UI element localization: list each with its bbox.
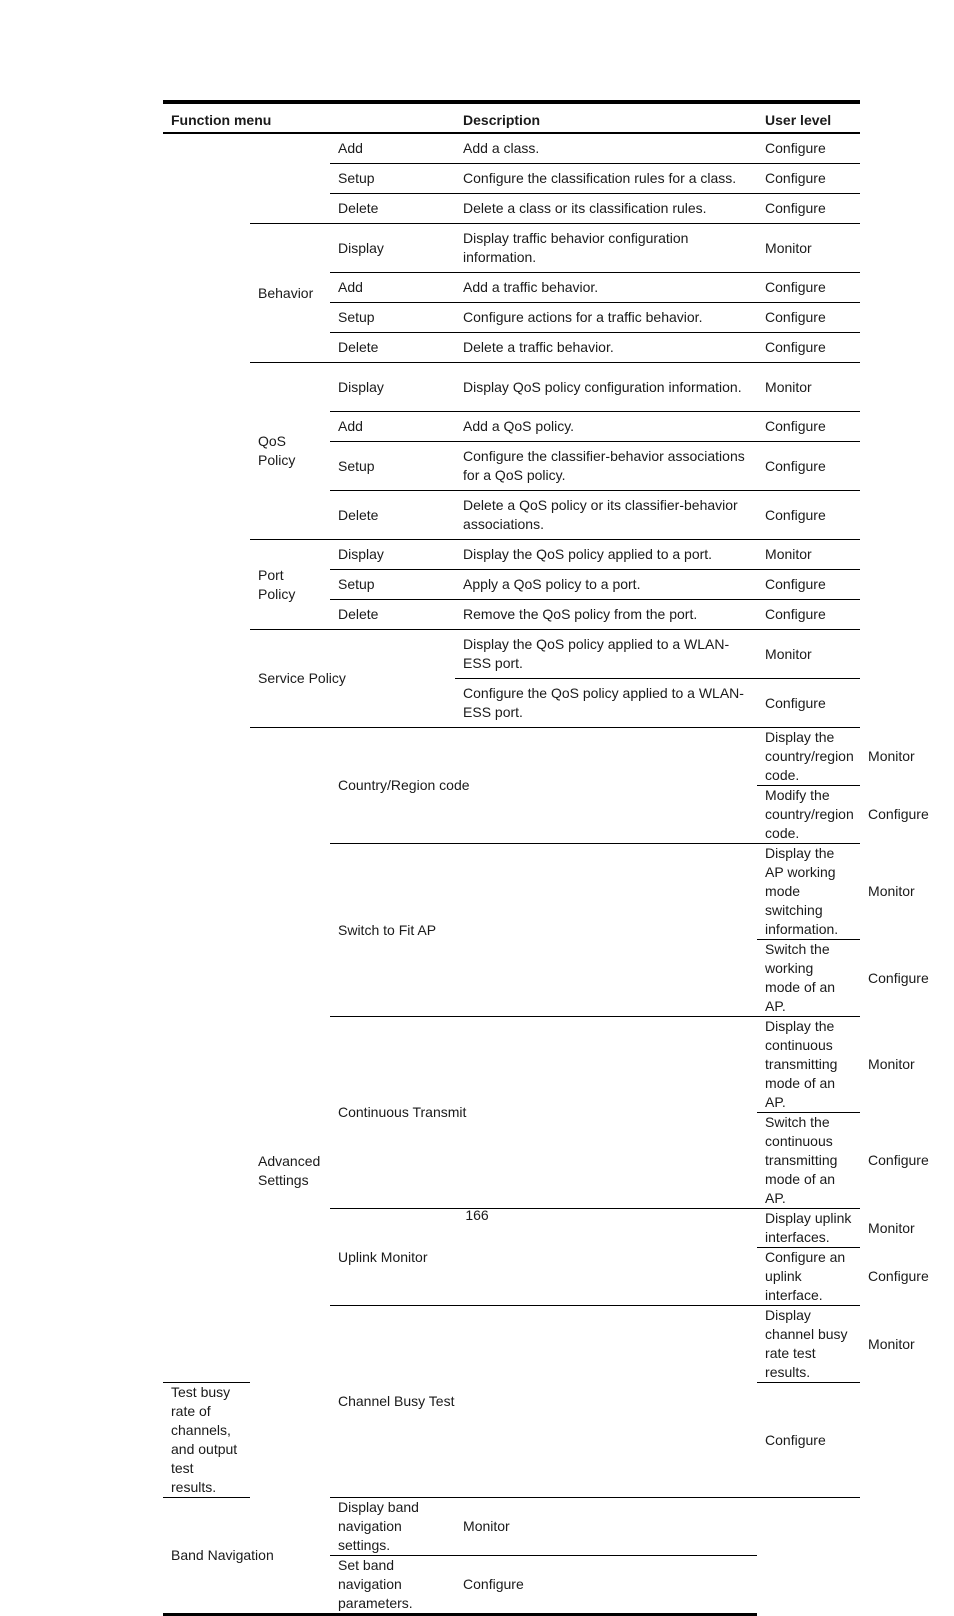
header-user-level: User level [757, 102, 860, 133]
table-row [163, 540, 860, 570]
sub-item: Delete [330, 600, 455, 630]
description-cell: Configure actions for a traffic behavior. [455, 303, 757, 333]
header-function-menu: Function menu [163, 102, 455, 133]
country-region-label: Country/Region code [330, 728, 757, 844]
user-level-cell: Configure [757, 303, 860, 333]
description-cell: Test busy rate of channels, and output test results. [163, 1383, 250, 1498]
description-cell: Add a class. [455, 133, 757, 164]
band-navigation-label: Band Navigation [163, 1498, 330, 1615]
user-level-cell: Monitor [757, 540, 860, 570]
sub-item: Display [330, 363, 455, 412]
description-cell: Modify the country/region code. [757, 786, 860, 844]
sub-item: Delete [330, 491, 455, 540]
table-row [163, 630, 860, 679]
page-number: 166 [465, 1207, 489, 1223]
table-row: Continuous Transmit Display the continuous transmitting mode of an AP. Monitor [163, 1017, 860, 1113]
group-cell-qos [163, 133, 250, 1383]
description-cell: Configure the classifier-behavior associations for a QoS policy. [455, 442, 757, 491]
port-policy-label [250, 540, 330, 630]
user-level-cell: Configure [757, 273, 860, 303]
port-policy-label-line1: Port [258, 566, 284, 583]
table-row: Switch the continuous transmitting mode of an AP. Configure [163, 1113, 860, 1209]
user-level-cell: Configure [757, 133, 860, 164]
user-level-cell: Monitor [757, 630, 860, 679]
sub-item: Setup [330, 570, 455, 600]
description-cell: Switch the working mode of an AP. [757, 940, 860, 1017]
description-cell: Delete a QoS policy or its classifier-behavior associations. [455, 491, 757, 540]
description-cell: Remove the QoS policy from the port. [455, 600, 757, 630]
description-cell: Switch the continuous transmitting mode of an AP. [757, 1113, 860, 1209]
description-cell: Add a traffic behavior. [455, 273, 757, 303]
description-cell: Display band navigation settings. [330, 1498, 455, 1556]
user-level-cell: Configure [757, 1383, 860, 1498]
sub-item: Add [330, 133, 455, 164]
table-row: Uplink Monitor Display uplink interfaces. Monitor [163, 1209, 860, 1248]
user-level-cell: Configure [757, 164, 860, 194]
user-level-cell: Configure [757, 412, 860, 442]
advanced-settings-label-line1: Advanced [258, 1152, 321, 1169]
sub-item: Setup [330, 164, 455, 194]
sub-item: Add [330, 273, 455, 303]
user-level-cell: Configure [757, 679, 860, 728]
user-level-cell: Configure [757, 570, 860, 600]
user-level-cell: Configure [757, 194, 860, 224]
sub-item: Setup [330, 442, 455, 491]
description-cell: Add a QoS policy. [455, 412, 757, 442]
description-cell: Display the country/region code. [757, 728, 860, 786]
qos-policy-label [250, 363, 330, 540]
function-menu-table [163, 100, 929, 1616]
user-level-cell: Monitor [757, 224, 860, 273]
behavior-label: Behavior [250, 224, 330, 363]
user-level-cell: Configure [757, 333, 860, 363]
description-cell: Display the QoS policy applied to a port. [455, 540, 757, 570]
description-cell: Apply a QoS policy to a port. [455, 570, 757, 600]
service-policy-label: Service Policy [250, 630, 455, 728]
sub-item: Setup [330, 303, 455, 333]
sub-item: Display [330, 540, 455, 570]
description-cell: Display channel busy rate test results. [757, 1306, 860, 1383]
sub-item: Delete [330, 333, 455, 363]
advanced-settings-label [250, 728, 330, 1615]
description-cell: Set band navigation parameters. [330, 1556, 455, 1615]
user-level-cell: Configure [455, 1556, 757, 1615]
port-policy-label-line2: Policy [258, 585, 296, 602]
table-row: Modify the country/region code. Configure [163, 786, 860, 844]
description-cell: Display the QoS policy applied to a WLAN-ESS port. [455, 630, 757, 679]
description-cell: Configure the QoS policy applied to a WLAN-ESS port. [455, 679, 757, 728]
user-level-cell: Configure [757, 491, 860, 540]
header-description: Description [455, 102, 757, 133]
class-group-cell [250, 133, 330, 224]
switch-fit-ap-label: Switch to Fit AP [330, 844, 757, 1017]
sub-item: Add [330, 412, 455, 442]
qos-policy-label-line2: Policy [258, 452, 296, 468]
table-row [163, 133, 860, 164]
description-cell: Delete a class or its classification rules. [455, 194, 757, 224]
sub-item: Delete [330, 194, 455, 224]
table-row [163, 224, 860, 273]
table-row: Configure an uplink interface. Configure [163, 1248, 860, 1306]
qos-policy-label-line1: QoS [258, 433, 287, 449]
table-header-row [163, 102, 860, 133]
table-row [163, 363, 860, 412]
channel-busy-test-label: Channel Busy Test [330, 1306, 757, 1498]
description-cell: Configure an uplink interface. [757, 1248, 860, 1306]
description-cell: Delete a traffic behavior. [455, 333, 757, 363]
table-row: Switch to Fit AP Display the AP working mode switching information. Monitor [163, 844, 860, 940]
user-level-cell: Monitor [757, 363, 860, 412]
table-row: Switch the working mode of an AP. Configure [163, 940, 860, 1017]
sub-item: Display [330, 224, 455, 273]
table-row: Advanced Settings Country/Region code Display the country/region code. Monitor [163, 728, 860, 786]
description-cell: Display traffic behavior configuration information. [455, 224, 757, 273]
description-cell: Display the continuous transmitting mode of an AP. [757, 1017, 860, 1113]
description-cell: Configure the classification rules for a class. [455, 164, 757, 194]
continuous-transmit-label: Continuous Transmit [330, 1017, 757, 1209]
uplink-monitor-label: Uplink Monitor [330, 1209, 757, 1306]
description-cell: Display QoS policy configuration information. [455, 363, 757, 412]
user-level-cell: Monitor [455, 1498, 757, 1556]
user-level-cell: Configure [757, 442, 860, 491]
description-cell: Display the AP working mode switching information. [757, 844, 860, 940]
table-row: Channel Busy Test Display channel busy rate test results. Monitor [163, 1306, 860, 1383]
description-cell: Display uplink interfaces. [757, 1209, 860, 1248]
table-row [163, 1498, 860, 1556]
user-level-cell: Configure [757, 600, 860, 630]
advanced-settings-label-line2: Settings [258, 1171, 309, 1188]
